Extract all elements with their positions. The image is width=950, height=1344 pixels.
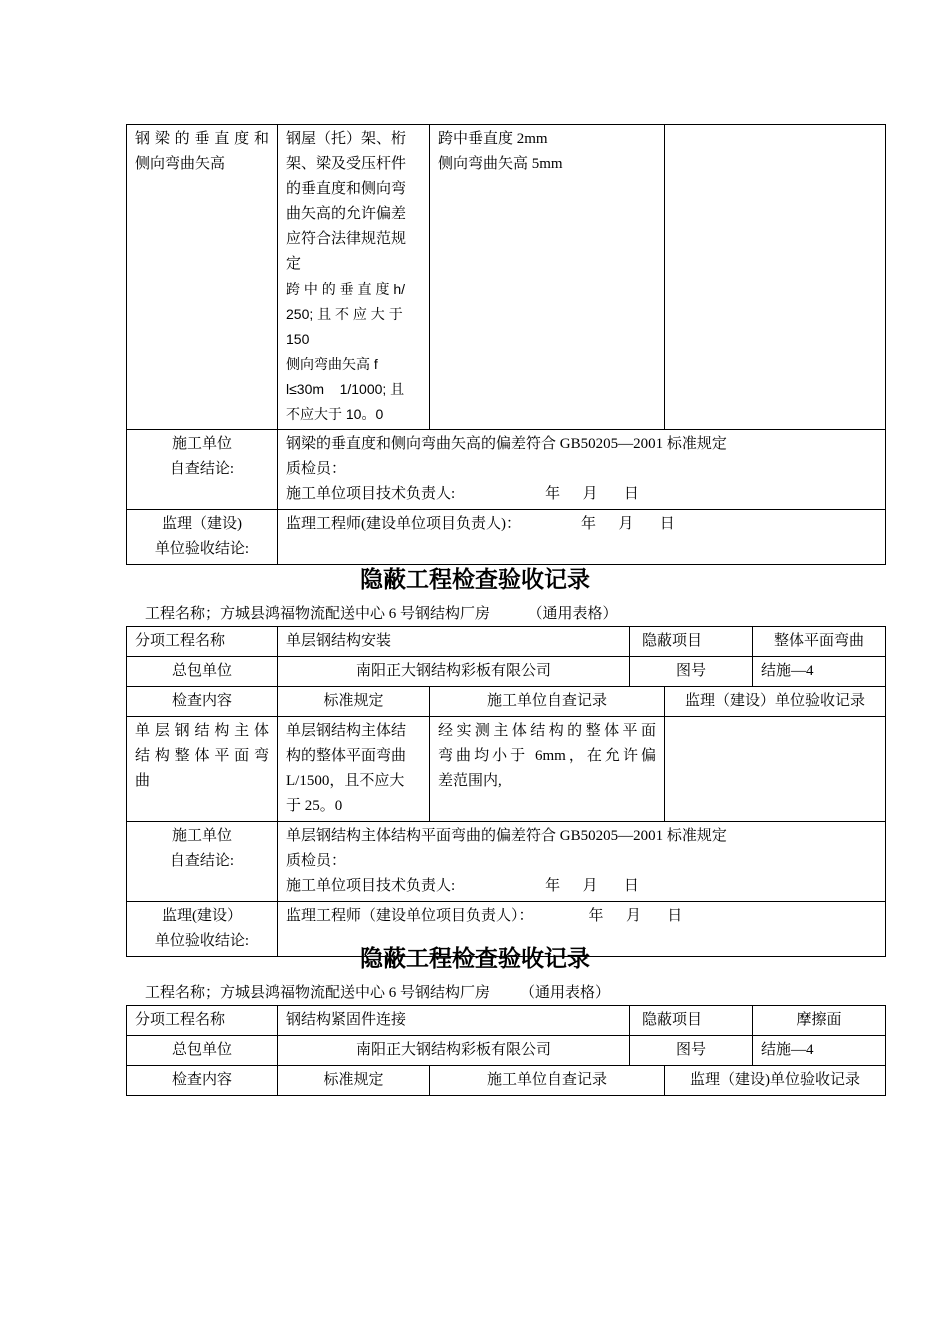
standard-line: 曲矢高的允许偏差 [286,206,407,222]
subproject-value: 钢结构紧固件连接 [278,1006,630,1036]
contractor-conclusion-label [127,822,278,902]
standard-line: 于 25。0 [286,798,343,814]
self-check-cell [430,125,665,430]
general-contractor-value: 南阳正大钢结构彩板有限公司 [278,1036,630,1066]
standard-line: 的垂直度和侧向弯 [286,181,407,197]
date-field: 年 月 日 [581,516,675,532]
tech-lead-label: 施工单位项目技术负责人: [286,486,456,502]
project-name-line: 工程名称；方城县鸿福物流配送中心 6 号钢结构厂房 （通用表格） [145,606,618,622]
check-item-line: 结构整体平面弯 [135,748,269,764]
subproject-label: 分项工程名称 [127,1006,278,1036]
self-check-line: 差范围内, [438,773,502,789]
standard-line: 不应大于 10。0 [286,406,384,422]
check-item-line: 侧向弯曲矢高 [135,156,226,172]
contractor-conclusion-label [127,430,278,510]
table-row [127,687,886,717]
table-row [127,1066,886,1096]
column-header: 监理（建设)单位验收记录 [665,1066,886,1096]
general-contractor-value: 南阳正大钢结构彩板有限公司 [278,657,630,687]
label-line: 自查结论: [169,461,235,477]
table-row [127,1006,886,1036]
drawing-number-label: 图号 [630,1036,753,1066]
check-item-line: 曲 [135,773,151,789]
check-item-line: 钢梁的垂直度和 [135,131,269,147]
date-field: 年 月 日 [545,486,639,502]
contractor-conclusion-cell [278,822,886,902]
table-row [127,1036,886,1066]
supervisor-text: 监理工程师(建设单位项目负责人)： [286,516,521,532]
general-contractor-label: 总包单位 [127,657,278,687]
column-header: 标准规定 [278,687,430,717]
section2-table [126,626,886,957]
drawing-number-label: 图号 [630,657,753,687]
supervisor-text: 监理工程师（建设单位项目负责人）： [286,908,534,924]
hidden-item-label: 隐蔽项目 [630,627,753,657]
date-field: 年 月 日 [588,908,683,924]
column-header: 施工单位自查记录 [430,1066,665,1096]
hidden-item-label: 隐蔽项目 [630,1006,753,1036]
supervision-record-cell [665,125,886,430]
page-title: 隐蔽工程检查验收记录 [360,946,590,972]
label-line: 施工单位 [171,828,232,844]
label-line: 监理(建设） [162,908,242,924]
table-row [127,822,886,902]
label-line: 监理（建设) [162,516,242,532]
supervisor-conclusion-cell [278,510,886,565]
standard-line: 侧向弯曲矢高 f [286,356,378,372]
drawing-number-value: 结施—4 [753,657,886,687]
inspector-label: 质检员： [286,853,347,869]
standard-line: l≤30m 1/1000; 且 [286,381,405,397]
table-row [127,627,886,657]
inspector-label: 质检员： [286,461,347,477]
column-header: 检查内容 [127,1066,278,1096]
tech-lead-line [286,874,877,899]
standard-line: 定 [286,256,302,272]
section1-table [126,124,886,565]
self-check-line: 弯曲均小于 6mm，在允许偏 [438,748,657,764]
standard-line: L/1500，且不应大 [286,773,405,789]
check-item-cell [127,717,278,822]
drawing-number-value: 结施—4 [753,1036,886,1066]
table-row [127,657,886,687]
tech-lead-label: 施工单位项目技术负责人: [286,878,456,894]
column-header: 标准规定 [278,1066,430,1096]
self-check-line: 侧向弯曲矢高 5mm [438,156,563,172]
self-check-cell [430,717,665,822]
self-check-line: 经实测主体结构的整体平面 [438,723,657,739]
standard-line: 单层钢结构主体结 [286,723,407,739]
label-line: 单位验收结论: [154,541,250,557]
standard-line: 250; 且 不 应 大 于 [286,306,403,322]
tech-lead-line [286,482,877,507]
subproject-value: 单层钢结构安装 [278,627,630,657]
column-header: 施工单位自查记录 [430,687,665,717]
standard-cell [278,717,430,822]
label-line: 单位验收结论: [154,933,250,949]
standard-line: 构的整体平面弯曲 [286,748,407,764]
column-header: 检查内容 [127,687,278,717]
standard-line: 跨 中 的 垂 直 度 h/ [286,281,406,297]
table-row [127,717,886,822]
project-name-line: 工程名称；方城县鸿福物流配送中心 6 号钢结构厂房 （通用表格） [145,985,611,1001]
hidden-item-value: 整体平面弯曲 [753,627,886,657]
standard-line: 150 [286,331,310,347]
hidden-item-value: 摩擦面 [753,1006,886,1036]
date-field: 年 月 日 [545,878,639,894]
table-row [127,510,886,565]
standard-line: 钢屋（托）架、桁 [286,131,407,147]
supervisor-conclusion-label [127,510,278,565]
standard-cell [278,125,430,430]
check-item-cell [127,125,278,430]
self-check-line: 跨中垂直度 2mm [438,131,548,147]
table-row [127,125,886,430]
section3-table [126,1005,886,1096]
column-header: 监理（建设）单位验收记录 [665,687,886,717]
conclusion-text: 钢梁的垂直度和侧向弯曲矢高的偏差符合 GB50205—2001 标准规定 [286,436,727,452]
label-line: 施工单位 [171,436,232,452]
page-title: 隐蔽工程检查验收记录 [360,567,590,593]
standard-line: 应符合法律规范规 [286,231,407,247]
check-item-line: 单层钢结构主体 [135,723,269,739]
table-row [127,430,886,510]
label-line: 自查结论: [169,853,235,869]
subproject-label: 分项工程名称 [127,627,278,657]
conclusion-text: 单层钢结构主体结构平面弯曲的偏差符合 GB50205—2001 标准规定 [286,828,727,844]
standard-line: 架、梁及受压杆件 [286,156,407,172]
general-contractor-label: 总包单位 [127,1036,278,1066]
supervision-record-cell [665,717,886,822]
contractor-conclusion-cell [278,430,886,510]
